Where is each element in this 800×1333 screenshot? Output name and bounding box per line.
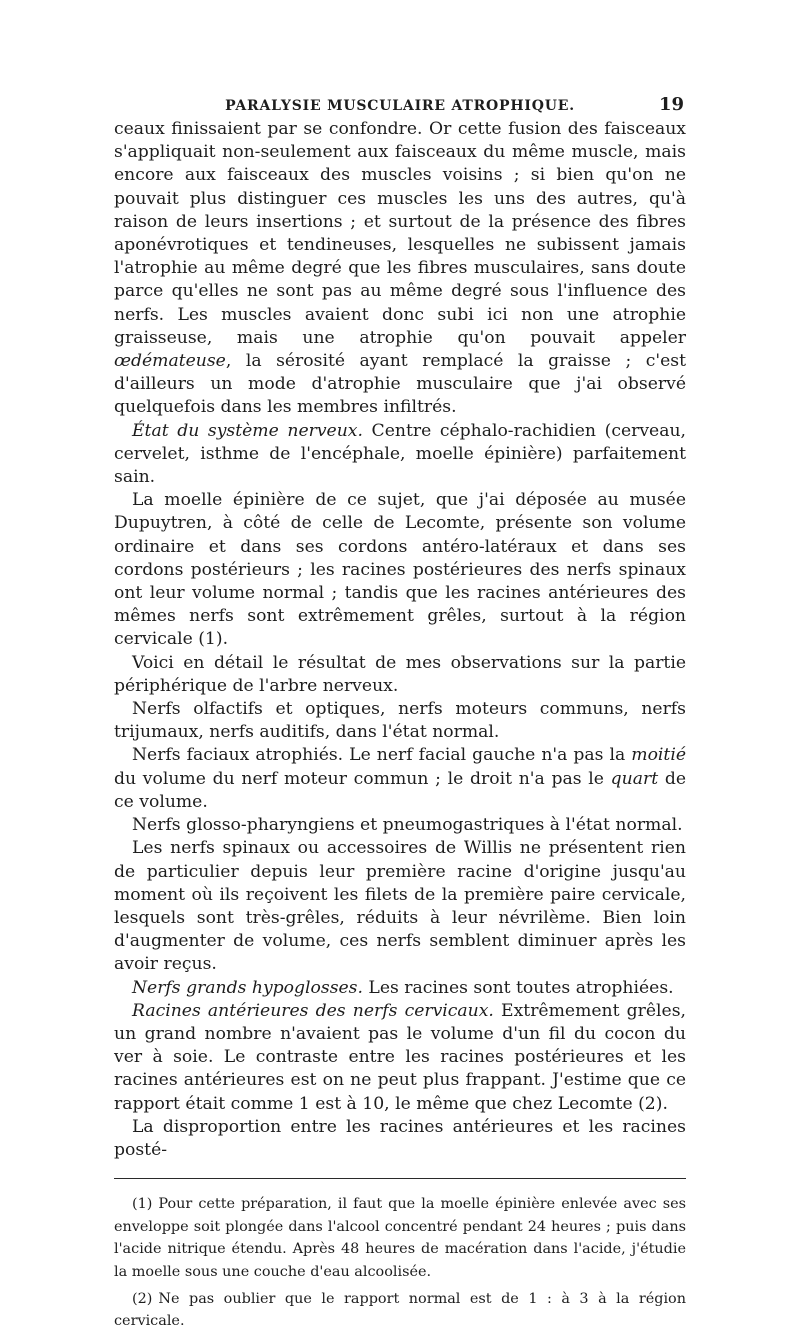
paragraph-8: Les nerfs spinaux ou accessoires de Willis ne présentent rien de particulier depuis leur première racine d'origine jusqu'au moment où ils reçoivent les filets de la première paire cervicale, lesquels sont très-grêles, réduits à leur névrilème. Bien loin d'augmenter de volume, ces nerfs semblent diminuer après les avoir reçus. bbox=[114, 838, 686, 975]
paragraph-10: Racines antérieures des nerfs cervicaux. Extrêmement grêles, un grand nombre n'avaient pas le volume d'un fil du cocon du ver à soie. Le contraste entre les racines postérieures et les racines antérieures est on ne peut plus frappant. J'estime que ce rapport était comme 1 est à 10, le même que chez Lecomte (2). bbox=[114, 1000, 687, 1114]
footnote-marker: (2) bbox=[132, 1290, 153, 1307]
body-text bbox=[114, 118, 686, 1162]
footnote-divider bbox=[114, 1178, 686, 1179]
paragraph-1: ceaux finissaient par se confondre. Or cette fusion des faisceaux s'appliquait non-seulement aux faisceaux du même muscle, mais encore aux faisceaux des muscles voisins ; si bien qu'on ne pouvait plus distinguer ces muscles les uns des autres, qu'à raison de leurs insertions ; et surtout de la présence des fibres aponévrotiques et tendineuses, lesquelles ne subissent jamais l'atrophie au même degré que les fibres musculaires, sans doute parce qu'elles ne sont pas au même degré sous l'influence des nerfs. Les muscles avaient donc subi ici non une atrophie graisseuse, mais une atrophie qu'on pouvait appeler œdémateuse, la sérosité ayant remplacé la graisse ; c'est d'ailleurs un mode d'atrophie musculaire que j'ai observé quelquefois dans les membres infiltrés. bbox=[114, 119, 686, 418]
running-title: PARALYSIE MUSCULAIRE ATROPHIQUE. bbox=[225, 98, 575, 114]
footnote-1 bbox=[114, 1193, 686, 1283]
footnote-marker: (1) bbox=[132, 1196, 153, 1213]
paragraph-11: La disproportion entre les racines antérieures et les racines posté- bbox=[114, 1116, 686, 1160]
paragraph-2: État du système nerveux. Centre céphalo-rachidien (cerveau, cervelet, isthme de l'encéphale, moelle épinière) parfaitement sain. bbox=[114, 420, 686, 488]
footnote-text: Pour cette préparation, il faut que la moelle épinière enlevée avec ses enveloppe soit plongée dans l'alcool concentré pendant 24 heures ; puis dans l'acide nitrique étendu. Après 48 heures de macération dans l'acide, j'étudie la moelle sous une couche d'eau alcoolisée. bbox=[114, 1196, 686, 1280]
paragraph-4: Voici en détail le résultat de mes observations sur la partie périphérique de l'arbre nerveux. bbox=[114, 652, 686, 696]
paragraph-5: Nerfs olfactifs et optiques, nerfs moteurs communs, nerfs trijumaux, nerfs auditifs, dans l'état normal. bbox=[114, 699, 686, 743]
paragraph-7: Nerfs glosso-pharyngiens et pneumogastriques à l'état normal. bbox=[132, 815, 683, 836]
footnotes bbox=[114, 1193, 686, 1333]
footnote-text: Ne pas oublier que le rapport normal est de 1 : à 3 à la région cervicale. bbox=[114, 1290, 686, 1330]
page-number: 19 bbox=[658, 94, 684, 115]
book-page bbox=[114, 88, 686, 1333]
running-header bbox=[114, 88, 686, 118]
paragraph-9: Nerfs grands hypoglosses. Les racines sont toutes atrophiées. bbox=[132, 977, 674, 998]
paragraph-3: La moelle épinière de ce sujet, que j'ai déposée au musée Dupuytren, à côté de celle de Lecomte, présente son volume ordinaire et dans ses cordons antéro-latéraux et dans ses cordons postérieurs ; les racines postérieures des nerfs spinaux ont leur volume normal ; tandis que les racines antérieures des mêmes nerfs sont extrêmement grêles, surtout à la région cervicale (1). bbox=[114, 490, 686, 650]
footnote-2 bbox=[114, 1288, 686, 1333]
paragraph-6: Nerfs faciaux atrophiés. Le nerf facial gauche n'a pas la moitié du volume du nerf moteur commun ; le droit n'a pas le quart de ce volume. bbox=[114, 745, 687, 812]
